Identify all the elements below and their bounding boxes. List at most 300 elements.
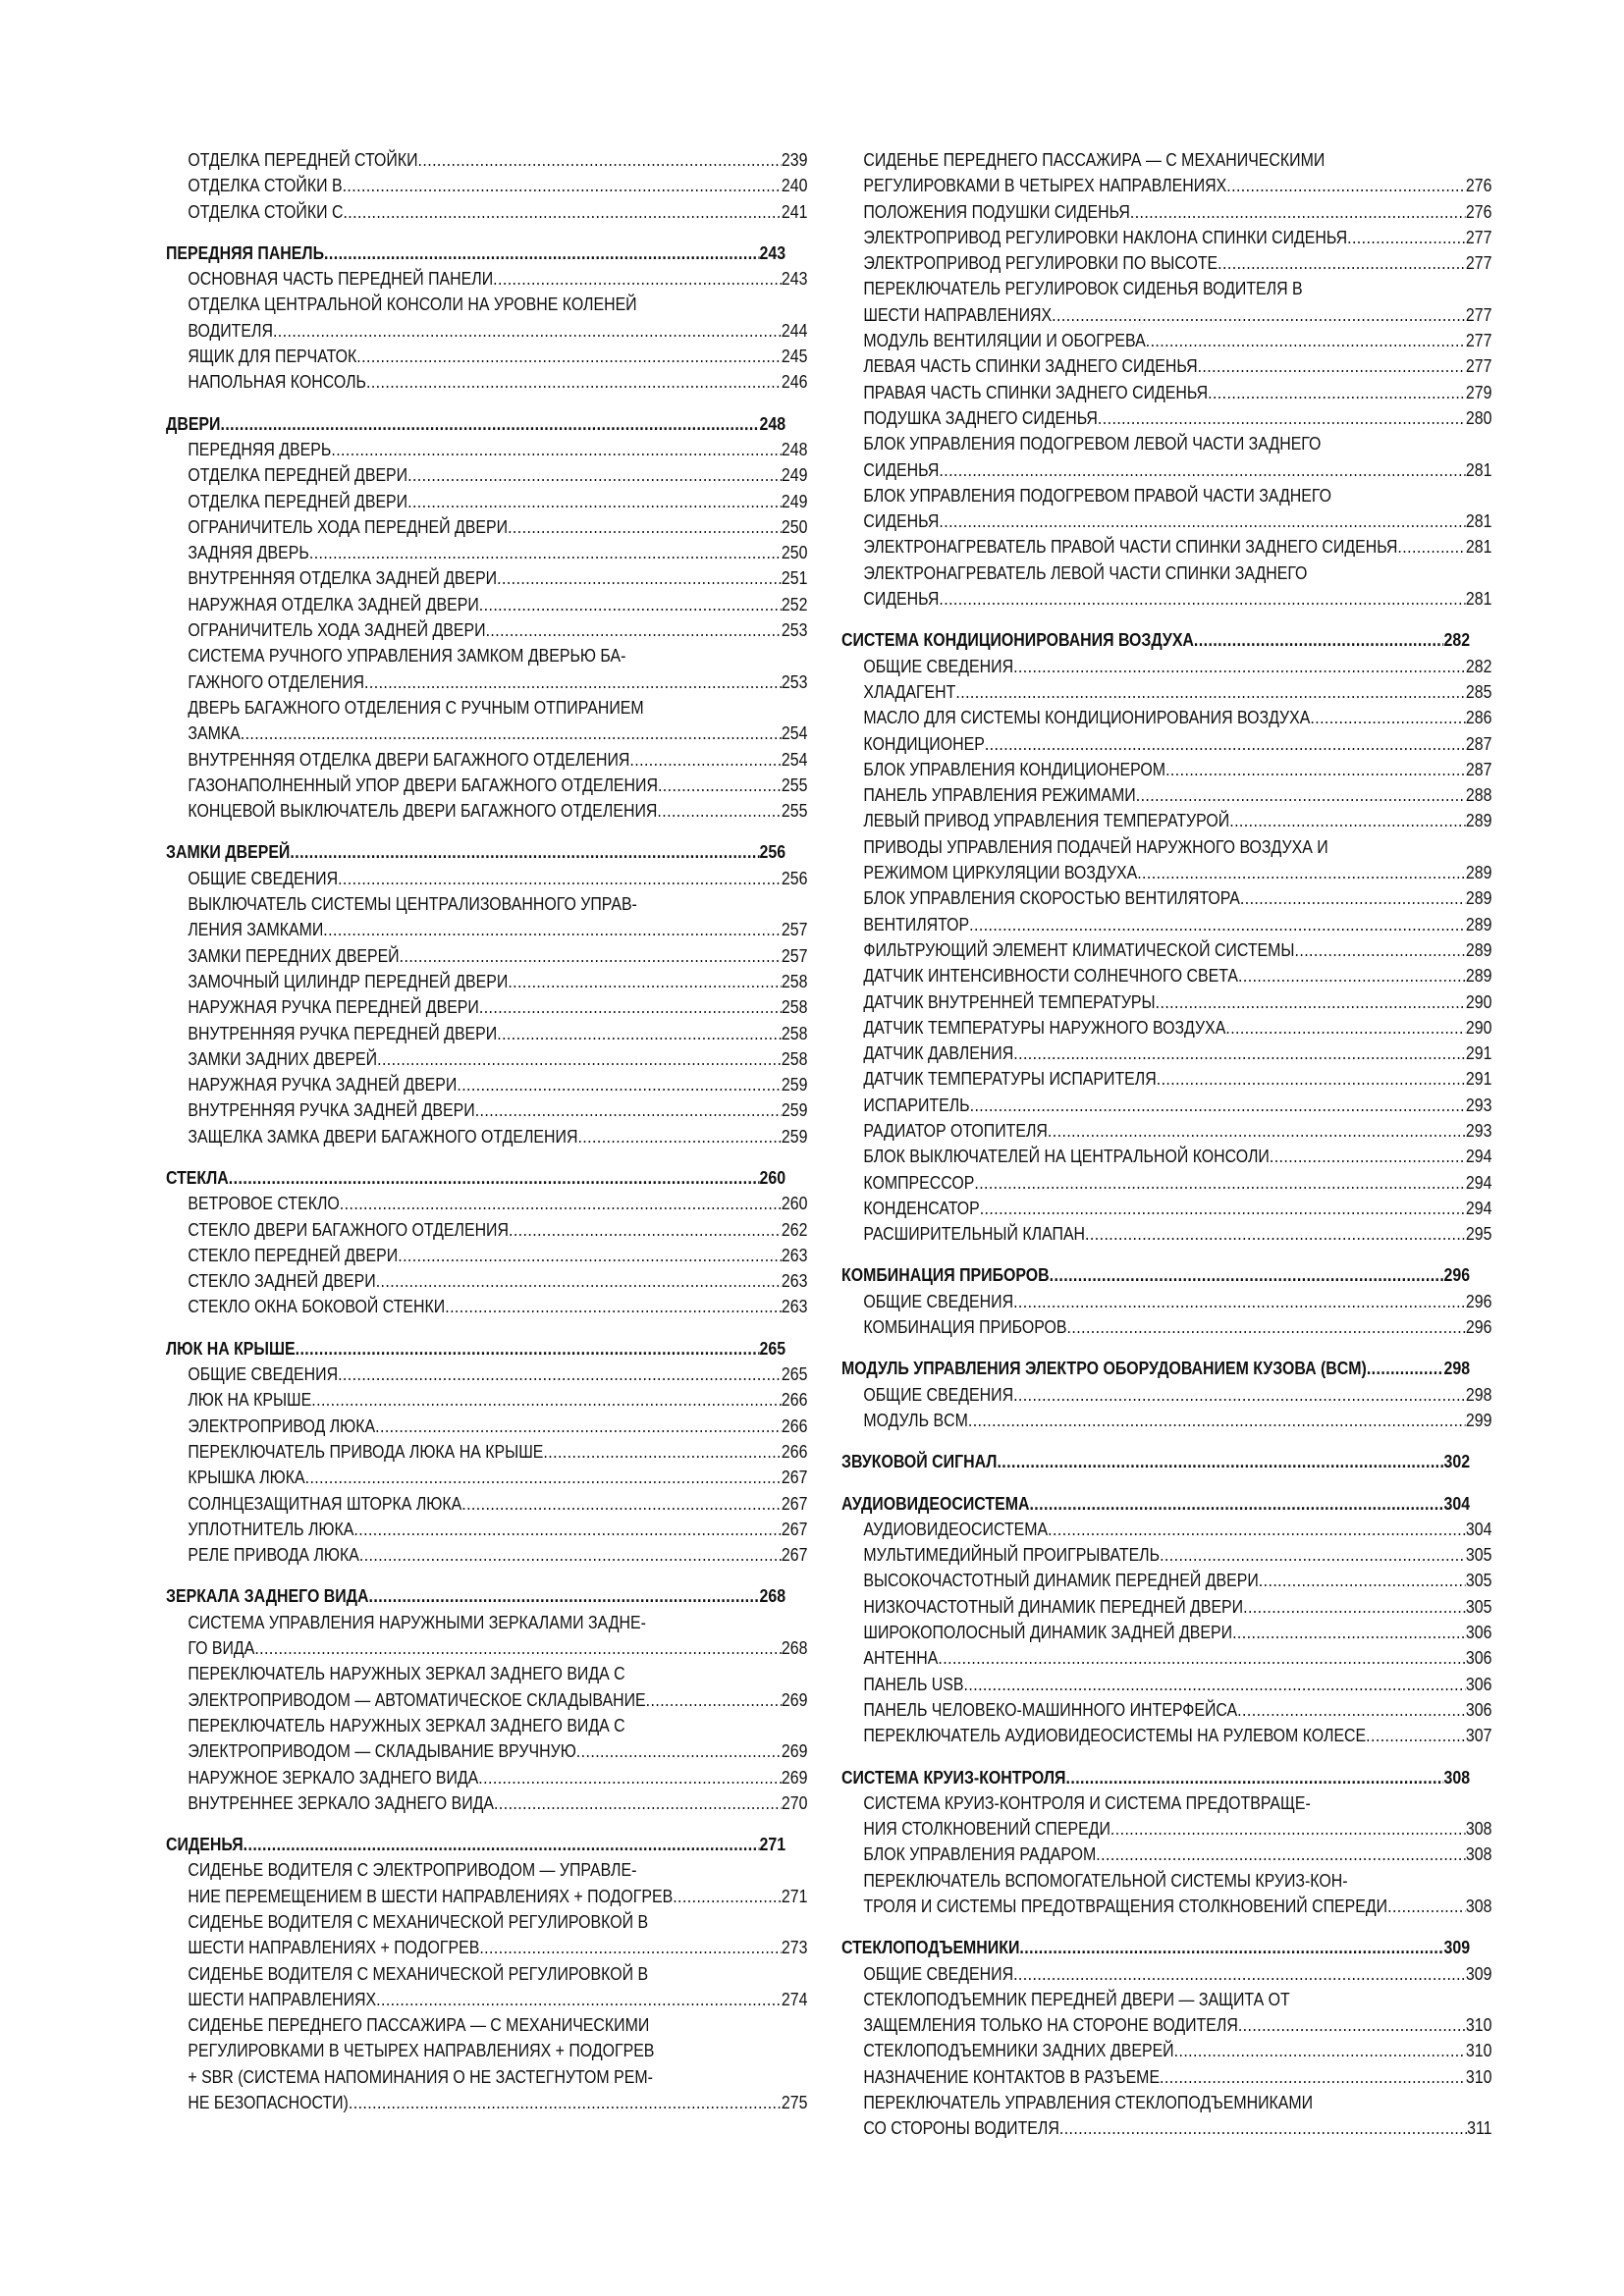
entry-page-number: 305 (1465, 1544, 1492, 1566)
entry-title: ПЕРЕКЛЮЧАТЕЛЬ РЕГУЛИРОВОК СИДЕНЬЯ ВОДИТЕЛЯ В (863, 278, 1303, 299)
dot-leader (1270, 1144, 1466, 1169)
dot-leader (343, 199, 781, 225)
entry-title: РЕЛЕ ПРИВОДА ЛЮКА (188, 1544, 359, 1566)
toc-entry-line (166, 994, 807, 1020)
toc-section-heading (841, 1262, 1470, 1288)
dot-leader (1066, 1765, 1444, 1790)
toc-entry-line (166, 266, 807, 292)
entry-title: СТЕКЛОПОДЪЕМНИК ПЕРЕДНЕЙ ДВЕРИ — ЗАЩИТА ОТ (863, 1988, 1290, 2009)
entry-title: БЛОК УПРАВЛЕНИЯ ПОДОГРЕВОМ ЛЕВОЙ ЧАСТИ ЗАДНЕГО (863, 433, 1322, 454)
entry-title: ЭЛЕКТРОНАГРЕВАТЕЛЬ ПРАВОЙ ЧАСТИ СПИНКИ ЗАДНЕГО СИДЕНЬЯ (863, 536, 1398, 558)
entry-page-number: 266 (781, 1415, 808, 1436)
dot-leader (349, 2090, 782, 2115)
entry-title: СИСТЕМА УПРАВЛЕНИЯ НАРУЖНЫМИ ЗЕРКАЛАМИ ЗАДНЕ- (188, 1611, 646, 1632)
toc-entry-line (166, 1542, 807, 1568)
toc-entry-line (841, 1645, 1491, 1671)
entry-title: ПЕРЕКЛЮЧАТЕЛЬ ПРИВОДА ЛЮКА НА КРЫШЕ (188, 1440, 544, 1462)
toc-section (841, 1356, 1492, 1433)
toc-entry-line (841, 1894, 1491, 1919)
dot-leader (1198, 353, 1466, 379)
entry-page-number: 276 (1465, 175, 1492, 196)
toc-entry-line (841, 1144, 1491, 1169)
toc-entry-line (841, 782, 1491, 808)
toc-entry-line (841, 1170, 1491, 1196)
dot-leader (497, 1021, 782, 1046)
entry-title: СИДЕНЬЯ (863, 458, 940, 480)
dot-leader (646, 1687, 782, 1713)
dot-leader (366, 369, 782, 395)
entry-page-number: 269 (781, 1740, 808, 1762)
entry-title: ОСНОВНАЯ ЧАСТЬ ПЕРЕДНЕЙ ПАНЕЛИ (188, 268, 494, 290)
entry-page-number: 281 (1465, 458, 1492, 480)
entry-page-number: 266 (781, 1389, 808, 1411)
toc-section (841, 1449, 1470, 1474)
dot-leader (353, 1517, 782, 1542)
entry-title: ВНУТРЕННЯЯ ОТДЕЛКА ДВЕРИ БАГАЖНОГО ОТДЕЛЕНИЯ (188, 748, 630, 770)
entry-title: КОМПРЕССОР (863, 1171, 975, 1193)
entry-title: ИСПАРИТЕЛЬ (863, 1094, 970, 1115)
toc-section (841, 147, 1492, 612)
dot-leader (1136, 782, 1466, 808)
entry-page-number: 267 (781, 1467, 808, 1488)
toc-entry-line (166, 2064, 807, 2090)
dot-leader (657, 798, 782, 824)
entry-title: СИСТЕМА КРУИЗ-КОНТРОЛЯ И СИСТЕМА ПРЕДОТВРАЩЕ- (863, 1791, 1311, 1813)
dot-leader (400, 943, 782, 969)
toc-entry-line (841, 1568, 1491, 1593)
dot-leader (1243, 1594, 1466, 1620)
toc-section-heading (166, 411, 785, 437)
toc-entry-line (166, 1465, 807, 1490)
toc-entry-line (841, 199, 1491, 225)
entry-title: ГАЖНОГО ОТДЕЛЕНИЯ (188, 670, 365, 692)
dot-leader (407, 489, 782, 514)
toc-entry-line (166, 1687, 807, 1713)
section-title: СИДЕНЬЯ (166, 1834, 244, 1855)
dot-leader (445, 1294, 782, 1319)
entry-title: СТЕКЛО ПЕРЕДНЕЙ ДВЕРИ (188, 1244, 399, 1265)
toc-entry-line (166, 1072, 807, 1097)
entry-title: АУДИОВИДЕОСИСТЕМА (863, 1518, 1049, 1539)
entry-page-number: 290 (1465, 990, 1492, 1012)
toc-section-heading (841, 1449, 1470, 1474)
entry-page-number: 259 (781, 1099, 808, 1121)
dot-leader (1050, 1262, 1444, 1288)
entry-title: СТЕКЛО ЗАДНЕЙ ДВЕРИ (188, 1270, 376, 1292)
entry-page-number: 306 (1465, 1698, 1492, 1720)
dot-leader (1157, 1066, 1466, 1092)
entry-title: ЭЛЕКТРОПРИВОД РЕГУЛИРОВКИ НАКЛОНА СПИНКИ СИДЕНЬЯ (863, 226, 1348, 247)
dot-leader (461, 1491, 782, 1517)
entry-title: РЕГУЛИРОВКАМИ В ЧЕТЫРЕХ НАПРАВЛЕНИЯХ (863, 175, 1227, 196)
dot-leader (508, 969, 782, 994)
entry-page-number: 291 (1465, 1042, 1492, 1064)
toc-entry-line (166, 2090, 807, 2115)
entry-title: НАПОЛЬНАЯ КОНСОЛЬ (188, 371, 366, 393)
entry-page-number: 241 (781, 200, 808, 222)
dot-leader (475, 1097, 782, 1123)
toc-entry-line (841, 561, 1491, 586)
dot-leader (997, 1449, 1443, 1474)
dot-leader (290, 839, 759, 865)
section-title: СТЕКЛА (166, 1166, 229, 1188)
toc-entry-line (841, 457, 1491, 483)
entry-title: МОДУЛЬ BCM (863, 1409, 968, 1430)
entry-page-number: 269 (781, 1766, 808, 1788)
entry-title: НАРУЖНОЕ ЗЕРКАЛО ЗАДНЕГО ВИДА (188, 1766, 479, 1788)
entry-title: ДАТЧИК ДАВЛЕНИЯ (863, 1042, 1014, 1064)
entry-page-number: 299 (1465, 1409, 1492, 1430)
entry-title: БЛОК УПРАВЛЕНИЯ РАДАРОМ (863, 1843, 1097, 1865)
entry-title: ЗАМКИ ЗАДНИХ ДВЕРЕЙ (188, 1047, 378, 1069)
dot-leader (340, 1191, 782, 1216)
dot-leader (376, 1987, 782, 2012)
toc-entry-line (841, 1987, 1491, 2012)
dot-leader (418, 147, 782, 173)
entry-title: ЗАЩЕМЛЕНИЯ ТОЛЬКО НА СТОРОНЕ ВОДИТЕЛЯ (863, 2014, 1238, 2036)
dot-leader (980, 1196, 1466, 1221)
entry-title: ТРОЛЯ И СИСТЕМЫ ПРЕДОТВРАЩЕНИЯ СТОЛКНОВЕНИЙ СПЕРЕДИ (863, 1896, 1388, 1916)
dot-leader (398, 1243, 782, 1268)
entry-page-number: 310 (1465, 2014, 1492, 2036)
entry-title: ПЕРЕКЛЮЧАТЕЛЬ НАРУЖНЫХ ЗЕРКАЛ ЗАДНЕГО ВИДА С (188, 1663, 625, 1684)
entry-page-number: 249 (781, 464, 808, 486)
entry-title: ГО ВИДА (188, 1637, 255, 1659)
dot-leader (493, 266, 782, 292)
entry-title: ВНУТРЕННЯЯ РУЧКА ЗАДНЕЙ ДВЕРИ (188, 1099, 475, 1121)
entry-page-number: 266 (781, 1440, 808, 1462)
entry-page-number: 293 (1465, 1119, 1492, 1141)
dot-leader (324, 240, 760, 266)
toc-entry-line (166, 1414, 807, 1439)
toc-entry-line (841, 860, 1491, 885)
dot-leader (1240, 885, 1466, 911)
entry-title: ЭЛЕКТРОПРИВОДОМ — АВТОМАТИЧЕСКОЕ СКЛАДЫВАНИЕ (188, 1688, 646, 1710)
entry-page-number: 265 (781, 1363, 808, 1385)
entry-page-number: 277 (1465, 330, 1492, 351)
toc-section-heading (166, 1832, 785, 1857)
toc-entry-line (841, 1066, 1491, 1092)
toc-entry-line (841, 586, 1491, 612)
entry-page-number: 282 (1465, 655, 1492, 676)
toc-entry-line (841, 1093, 1491, 1118)
toc-section-heading (841, 1765, 1470, 1790)
entry-title: ПОДУШКА ЗАДНЕГО СИДЕНЬЯ (863, 406, 1098, 428)
toc-section (166, 411, 808, 825)
entry-title: ЭЛЕКТРОНАГРЕВАТЕЛЬ ЛЕВОЙ ЧАСТИ СПИНКИ ЗАДНЕГО (863, 561, 1308, 583)
entry-page-number: 267 (781, 1544, 808, 1566)
toc-section-heading (166, 240, 785, 266)
dot-leader (1096, 1842, 1466, 1867)
toc-entry-line (166, 1884, 807, 1909)
dot-leader (629, 747, 782, 773)
section-page-number: 296 (1443, 1264, 1471, 1286)
dot-leader (964, 1672, 1466, 1697)
dot-leader (479, 592, 782, 617)
dot-leader (1232, 1620, 1466, 1645)
entry-title: ПАНЕЛЬ ЧЕЛОВЕКО-МАШИННОГО ИНТЕРФЕЙСА (863, 1698, 1238, 1720)
entry-page-number: 287 (1465, 732, 1492, 754)
toc-entry-line (841, 328, 1491, 353)
entry-title: СИДЕНЬЕ ПЕРЕДНЕГО ПАССАЖИРА — С МЕХАНИЧЕСКИМИ (863, 149, 1326, 170)
entry-page-number: 279 (1465, 381, 1492, 402)
toc-entry-line (841, 1790, 1491, 1816)
entry-page-number: 281 (1465, 510, 1492, 532)
toc-entry-line (166, 669, 807, 695)
entry-page-number: 258 (781, 1047, 808, 1069)
entry-page-number: 308 (1465, 1896, 1492, 1916)
entry-title: СИДЕНЬЯ (863, 510, 940, 532)
entry-page-number: 259 (781, 1074, 808, 1095)
entry-title: ЗАМОЧНЫЙ ЦИЛИНДР ПЕРЕДНЕЙ ДВЕРИ (188, 970, 509, 991)
section-title: ЗВУКОВОЙ СИГНАЛ (841, 1451, 998, 1472)
entry-title: ПАНЕЛЬ USB (863, 1673, 964, 1694)
entry-title: ОБЩИЕ СВЕДЕНИЯ (863, 655, 1014, 676)
entry-page-number: 274 (781, 1988, 808, 2009)
entry-page-number: 248 (781, 438, 808, 459)
entry-title: ПЕРЕКЛЮЧАТЕЛЬ НАРУЖНЫХ ЗЕРКАЛ ЗАДНЕГО ВИДА С (188, 1714, 625, 1735)
entry-page-number: 306 (1465, 1647, 1492, 1669)
entry-title: РЕГУЛИРОВКАМИ В ЧЕТЫРЕХ НАПРАВЛЕНИЯХ + ПОДОГРЕВ (188, 2040, 655, 2061)
entry-title: СИДЕНЬЯ (863, 588, 940, 610)
entry-page-number: 255 (781, 800, 808, 822)
entry-title: КРЫШКА ЛЮКА (188, 1467, 305, 1488)
entry-page-number: 287 (1465, 758, 1492, 779)
section-title: СИСТЕМА КОНДИЦИОНИРОВАНИЯ ВОЗДУХА (841, 629, 1194, 651)
toc-section-heading (166, 1583, 785, 1609)
toc-entry-line (166, 695, 807, 721)
toc-entry-line (841, 2115, 1491, 2141)
entry-title: ВНУТРЕННЯЯ РУЧКА ПЕРЕДНЕЙ ДВЕРИ (188, 1022, 498, 1043)
toc-entry-line (166, 1661, 807, 1686)
dot-leader (1110, 1816, 1466, 1842)
toc-section-heading (166, 839, 785, 865)
dot-leader (970, 1093, 1466, 1118)
entry-title: АНТЕННА (863, 1647, 939, 1669)
entry-title: ЯЩИК ДЛЯ ПЕРЧАТОК (188, 346, 357, 367)
toc-entry-line (166, 866, 807, 891)
toc-entry-line (841, 1118, 1491, 1144)
toc-section (166, 1583, 808, 1816)
entry-title: ВЕНТИЛЯТОР (863, 913, 970, 934)
toc-entry-line (841, 2012, 1491, 2038)
entry-title: ГАЗОНАПОЛНЕННЫЙ УПОР ДВЕРИ БАГАЖНОГО ОТДЕЛЕНИЯ (188, 774, 658, 795)
toc-section (166, 839, 808, 1149)
toc-entry-line (166, 173, 807, 198)
entry-page-number: 258 (781, 970, 808, 991)
entry-page-number: 289 (1465, 862, 1492, 883)
dot-leader (309, 540, 782, 565)
dot-leader (1194, 627, 1444, 653)
toc-entry-line (166, 747, 807, 773)
entry-page-number: 307 (1465, 1725, 1492, 1746)
entry-page-number: 294 (1465, 1171, 1492, 1193)
entry-page-number: 277 (1465, 252, 1492, 274)
entry-title: ПЕРЕКЛЮЧАТЕЛЬ УПРАВЛЕНИЯ СТЕКЛОПОДЪЕМНИКАМИ (863, 2092, 1314, 2113)
entry-page-number: 246 (781, 371, 808, 393)
entry-title: СИДЕНЬЕ ПЕРЕДНЕГО ПАССАЖИРА — С МЕХАНИЧЕСКИМИ (188, 2014, 650, 2036)
entry-title: КОНДЕНСАТОР (863, 1197, 980, 1218)
entry-title: СИДЕНЬЕ ВОДИТЕЛЯ С МЕХАНИЧЕСКОЙ РЕГУЛИРОВКОЙ В (188, 1962, 649, 1984)
entry-title: ОТДЕЛКА ПЕРЕДНЕЙ ДВЕРИ (188, 464, 408, 486)
toc-entry-line (166, 369, 807, 395)
toc-section-heading (841, 1935, 1470, 1960)
entry-page-number: 305 (1465, 1570, 1492, 1591)
entry-title: ОГРАНИЧИТЕЛЬ ХОДА ЗАДНЕЙ ДВЕРИ (188, 619, 486, 641)
dot-leader (1098, 405, 1466, 431)
dot-leader (1226, 173, 1466, 198)
entry-title: КОНДИЦИОНЕР (863, 732, 985, 754)
toc-entry-line (841, 1015, 1491, 1041)
dot-leader (985, 731, 1466, 757)
entry-title: СИСТЕМА РУЧНОГО УПРАВЛЕНИЯ ЗАМКОМ ДВЕРЬЮ БА- (188, 645, 626, 667)
toc-entry-line (166, 1021, 807, 1046)
entry-page-number: 294 (1465, 1197, 1492, 1218)
dot-leader (508, 514, 782, 540)
dot-leader (479, 1935, 782, 1960)
toc-entry-line (841, 731, 1491, 757)
toc-entry-line (841, 302, 1491, 328)
dot-leader (1067, 1314, 1466, 1340)
entry-title: ПРАВАЯ ЧАСТЬ СПИНКИ ЗАДНЕГО СИДЕНЬЯ (863, 381, 1209, 402)
entry-page-number: 289 (1465, 938, 1492, 960)
entry-title: НЕ БЕЗОПАСНОСТИ) (188, 2092, 349, 2113)
toc-entry-line (166, 1046, 807, 1072)
entry-title: ПРИВОДЫ УПРАВЛЕНИЯ ПОДАЧЕЙ НАРУЖНОГО ВОЗДУХА И (863, 835, 1328, 857)
entry-title: УПЛОТНИТЕЛЬ ЛЮКА (188, 1518, 354, 1539)
dot-leader (486, 617, 782, 643)
toc-section-heading (841, 1356, 1470, 1381)
toc-entry-line (841, 1842, 1491, 1867)
dot-leader (1367, 1356, 1444, 1381)
toc-entry-line (841, 2064, 1491, 2090)
dot-leader (1029, 1491, 1443, 1517)
section-title: СТЕКЛОПОДЪЕМНИКИ (841, 1937, 1020, 1958)
section-page-number: 243 (759, 241, 786, 263)
section-page-number: 260 (759, 1166, 786, 1188)
entry-page-number: 277 (1465, 355, 1492, 377)
entry-title: ОТДЕЛКА ЦЕНТРАЛЬНОЙ КОНСОЛИ НА УРОВНЕ КОЛЕНЕЙ (188, 294, 637, 315)
toc-left-column (166, 147, 808, 2131)
entry-title: ВЕТРОВОЕ СТЕКЛО (188, 1193, 340, 1214)
dot-leader (478, 1765, 782, 1790)
entry-title: ОТДЕЛКА ПЕРЕДНЕЙ ДВЕРИ (188, 490, 408, 511)
entry-page-number: 263 (781, 1244, 808, 1265)
dot-leader (1013, 654, 1466, 679)
entry-title: РАДИАТОР ОТОПИТЕЛЯ (863, 1119, 1048, 1141)
entry-page-number: 294 (1465, 1146, 1492, 1167)
dot-leader (1059, 2115, 1467, 2141)
toc-entry-line (841, 508, 1491, 534)
toc-entry-line (841, 147, 1491, 173)
section-page-number: 282 (1443, 629, 1471, 651)
toc-entry-line (166, 1935, 807, 1960)
toc-entry-line (166, 1857, 807, 1883)
entry-title: БЛОК ВЫКЛЮЧАТЕЛЕЙ НА ЦЕНТРАЛЬНОЙ КОНСОЛИ (863, 1146, 1270, 1167)
entry-title: СТЕКЛО ОКНА БОКОВОЙ СТЕНКИ (188, 1296, 446, 1317)
dot-leader (229, 1165, 760, 1191)
toc-section (166, 1165, 808, 1320)
dot-leader (1366, 1723, 1466, 1748)
toc-entry-line (166, 1191, 807, 1216)
dot-leader (479, 994, 782, 1020)
entry-page-number: 289 (1465, 913, 1492, 934)
dot-leader (1013, 1382, 1466, 1408)
dot-leader (1165, 757, 1466, 782)
section-page-number: 248 (759, 412, 786, 434)
entry-page-number: 277 (1465, 226, 1492, 247)
entry-page-number: 293 (1465, 1094, 1492, 1115)
dot-leader (509, 1217, 782, 1243)
entry-page-number: 291 (1465, 1068, 1492, 1090)
entry-title: НИЗКОЧАСТОТНЫЙ ДИНАМИК ПЕРЕДНЕЙ ДВЕРИ (863, 1595, 1244, 1617)
entry-title: КОМБИНАЦИЯ ПРИБОРОВ (863, 1316, 1067, 1338)
entry-title: НАРУЖНАЯ РУЧКА ЗАДНЕЙ ДВЕРИ (188, 1074, 458, 1095)
toc-section-heading (841, 627, 1470, 653)
dot-leader (938, 1645, 1466, 1671)
entry-title: ОБЩИЕ СВЕДЕНИЯ (188, 1363, 339, 1385)
entry-title: ХЛАДАГЕНТ (863, 680, 956, 702)
entry-title: ЗАМКИ ПЕРЕДНИХ ДВЕРЕЙ (188, 944, 400, 966)
toc-entry-line (166, 1765, 807, 1790)
toc-entry-line (841, 1868, 1491, 1894)
dot-leader (939, 457, 1466, 483)
toc-entry-line (166, 1243, 807, 1268)
entry-title: ЗАМКА (188, 722, 241, 744)
toc-section (841, 627, 1492, 1247)
entry-title: ВЫСОКОЧАСТОТНЫЙ ДИНАМИК ПЕРЕДНЕЙ ДВЕРИ (863, 1570, 1259, 1591)
toc-section (166, 1832, 808, 2115)
dot-leader (1048, 1517, 1466, 1542)
dot-leader (375, 1414, 782, 1439)
entry-page-number: 277 (1465, 303, 1492, 325)
dot-leader (1085, 1221, 1466, 1247)
entry-page-number: 258 (781, 996, 808, 1018)
entry-page-number: 281 (1465, 588, 1492, 610)
dot-leader (241, 721, 782, 746)
entry-page-number: 257 (781, 919, 808, 940)
entry-title: ФИЛЬТРУЮЩИЙ ЭЛЕМЕНТ КЛИМАТИЧЕСКОЙ СИСТЕМЫ (863, 938, 1295, 960)
toc-entry-line (841, 1816, 1491, 1842)
entry-title: + SBR (СИСТЕМА НАПОМИНАНИЯ О НЕ ЗАСТЕГНУТОМ РЕМ- (188, 2065, 653, 2087)
entry-page-number: 298 (1465, 1383, 1492, 1405)
dot-leader (1238, 2012, 1466, 2038)
entry-title: ДВЕРЬ БАГАЖНОГО ОТДЕЛЕНИЯ С РУЧНЫМ ОТПИРАНИЕМ (188, 696, 644, 718)
entry-title: ШИРОКОПОЛОСНЫЙ ДИНАМИК ЗАДНЕЙ ДВЕРИ (863, 1622, 1233, 1643)
toc-entry-line (166, 1268, 807, 1294)
dot-leader (955, 679, 1466, 705)
toc-entry-line (166, 318, 807, 344)
dot-leader (1146, 328, 1466, 353)
section-page-number: 308 (1443, 1766, 1471, 1788)
toc-entry-line (841, 225, 1491, 250)
entry-page-number: 304 (1465, 1518, 1492, 1539)
entry-page-number: 289 (1465, 887, 1492, 909)
toc-entry-line (166, 917, 807, 942)
entry-page-number: 252 (781, 593, 808, 614)
entry-title: НИЕ ПЕРЕМЕЩЕНИЕМ В ШЕСТИ НАПРАВЛЕНИЯХ + ПОДОГРЕВ (188, 1885, 674, 1906)
toc-entry-line (166, 514, 807, 540)
toc-entry-line (166, 1961, 807, 1987)
dot-leader (1156, 989, 1466, 1015)
dot-leader (1259, 1568, 1466, 1593)
dot-leader (1013, 1041, 1466, 1066)
entry-page-number: 306 (1465, 1622, 1492, 1643)
entry-title: ПАНЕЛЬ УПРАВЛЕНИЯ РЕЖИМАМИ (863, 784, 1136, 806)
entry-page-number: 251 (781, 567, 808, 589)
dot-leader (543, 1439, 782, 1465)
toc-section-heading (841, 1491, 1470, 1517)
